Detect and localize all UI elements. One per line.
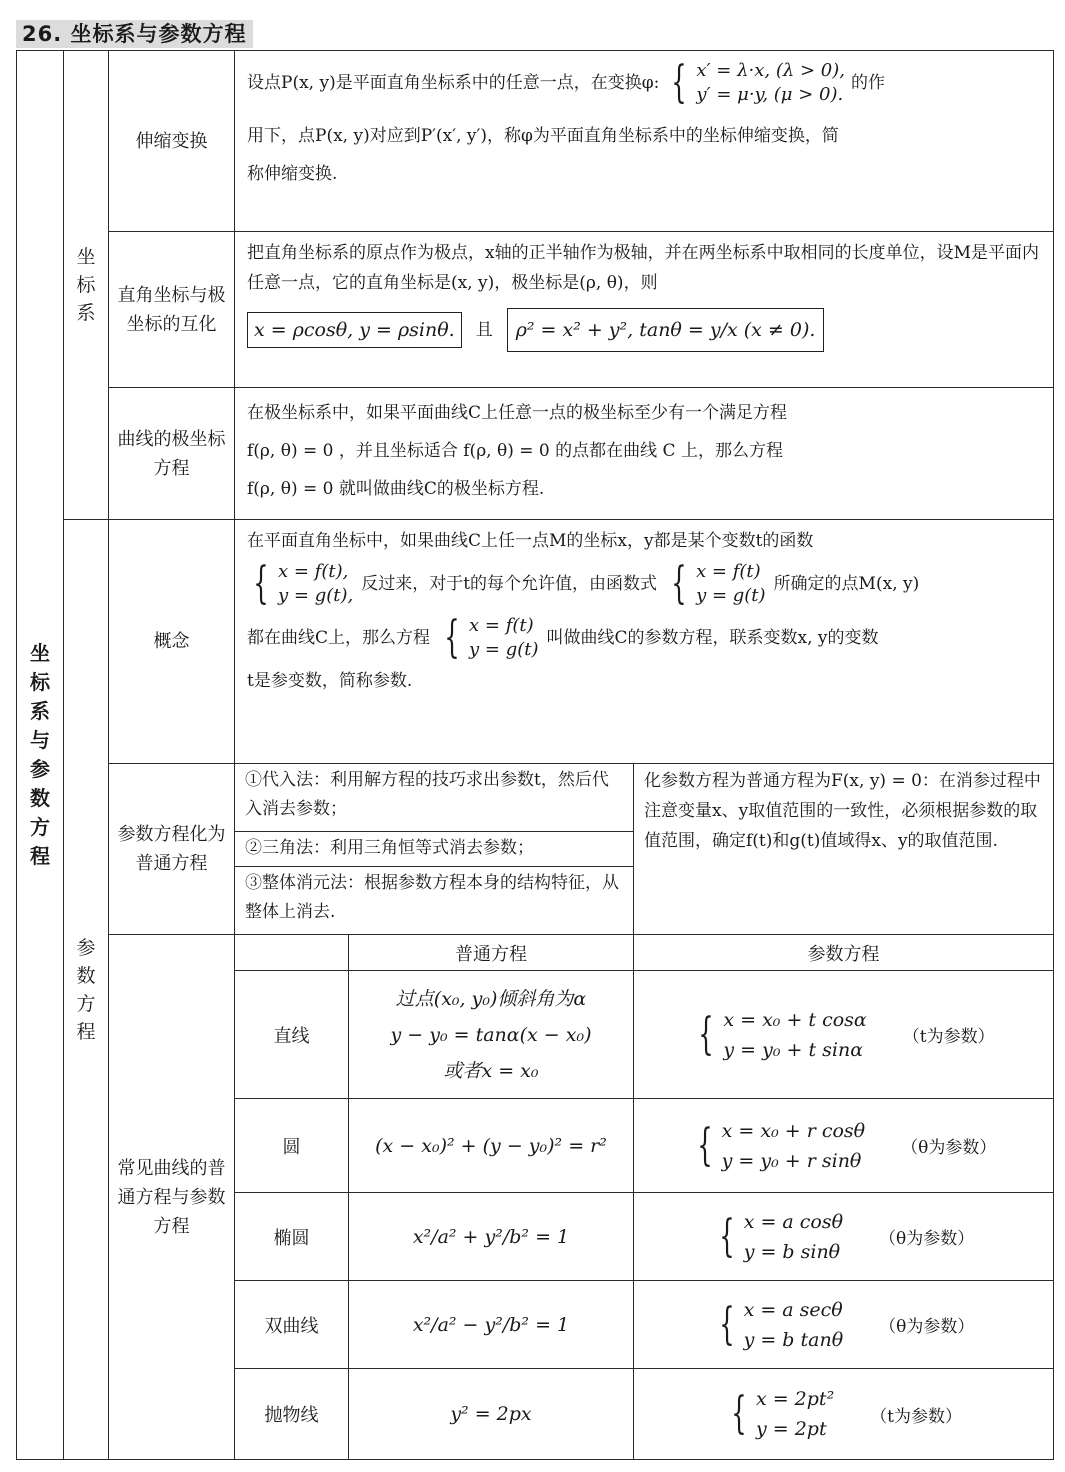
row-label-stretch: 伸缩变换 (108, 50, 235, 232)
param-system (692, 1005, 866, 1065)
main-label-char: 参 (30, 757, 50, 781)
group2-label-char: 数 (76, 964, 96, 987)
row-content-polar-equation (234, 387, 1054, 520)
concept-sys-b-2: y = g(t) (696, 585, 766, 606)
param-note: （θ为参数） (879, 1317, 975, 1337)
brace-icon: { (444, 612, 460, 663)
curve-normal-equation (348, 1368, 634, 1460)
stretch-sys-1: x′ = λ·x, (λ > 0), (696, 60, 845, 81)
curve-name: 直线 (234, 970, 349, 1099)
method-trig: ②三角法：利用三角恒等式消去参数； (234, 831, 634, 867)
row-content-polar-convert (234, 231, 1054, 388)
param-system (725, 1384, 834, 1444)
polar-eq-line-2: f(ρ, θ) = 0 ，并且坐标适合 f(ρ, θ) = 0 的点都在曲线 C 上，那么方程 (247, 441, 783, 461)
normal-equation-line: 或者x = x₀ (443, 1059, 539, 1082)
header-blank (234, 934, 349, 971)
main-label (16, 50, 64, 1460)
normal-equation-line: x²/a² − y²/b² = 1 (412, 1313, 570, 1336)
param-note: （t为参数） (870, 1406, 963, 1427)
polar-formula-box-1: x = ρcosθ, y = ρsinθ. (247, 312, 462, 348)
group2-label-char: 方 (76, 992, 96, 1015)
row-label-concept: 概念 (108, 519, 235, 764)
stretch-system (665, 59, 845, 107)
curve-name: 抛物线 (234, 1368, 349, 1460)
normal-equation-line: y − y₀ = tanα(x − x₀) (390, 1023, 592, 1046)
concept-line-4: t是参变数，简称参数. (247, 671, 413, 691)
brace-icon: { (698, 1008, 715, 1060)
concept-end: 所确定的点M(x, y) (773, 574, 920, 594)
param-system (713, 1207, 843, 1267)
polar-eq-line-1: 在极坐标系中，如果平面曲线C上任意一点的极坐标至少有一个满足方程 (247, 403, 788, 423)
curve-normal-equation (348, 1192, 634, 1281)
main-label-char: 与 (30, 728, 50, 752)
page-title: 26. 坐标系与参数方程 (16, 20, 253, 48)
curve-normal-equation (348, 1098, 634, 1193)
group1-label-char: 标 (76, 274, 96, 296)
brace-icon: { (718, 1210, 735, 1262)
group-label-coordinate (63, 50, 109, 520)
brace-icon: { (696, 1119, 713, 1171)
param-line-x: x = a secθ (743, 1298, 843, 1321)
stretch-text-3: 称伸缩变换. (247, 164, 338, 184)
normal-equation-line: (x − x₀)² + (y − y₀)² = r² (375, 1134, 607, 1157)
param-system (713, 1295, 844, 1355)
concept-sys-c-1: x = f(t) (469, 615, 534, 636)
polar-eq-line-3: f(ρ, θ) = 0 就叫做曲线C的极坐标方程. (247, 479, 545, 499)
brace-icon: { (671, 558, 687, 609)
method-holistic: ③整体消元法：根据参数方程本身的结构特征，从整体上消去. (234, 866, 634, 935)
curve-name: 圆 (234, 1098, 349, 1193)
curve-normal-equation (348, 970, 634, 1099)
curve-parametric-equation (633, 1280, 1054, 1369)
main-label-char: 数 (30, 786, 50, 810)
normal-equation-line: x²/a² + y²/b² = 1 (412, 1225, 570, 1248)
row-label-common-curves: 常见曲线的普通方程与参数方程 (108, 934, 235, 1460)
stretch-text-1-end: 的作 (850, 73, 885, 93)
stretch-text-1: 设点P(x, y)是平面直角坐标系中的任意一点，在变换φ: (247, 73, 660, 93)
concept-sys-a-2: y = g(t), (278, 585, 354, 606)
param-line-y: y = y₀ + t sinα (723, 1038, 864, 1061)
param-line-x: x = 2pt² (755, 1388, 835, 1410)
concept-mid: 反过来，对于t的每个允许值，由函数式 (361, 574, 658, 594)
brace-icon: { (671, 57, 688, 108)
param-note: （θ为参数） (901, 1138, 997, 1158)
concept-sys-a-1: x = f(t), (278, 561, 349, 582)
param-note: （t为参数） (902, 1027, 995, 1047)
header-normal-equation: 普通方程 (348, 934, 634, 971)
knowledge-table (16, 50, 1054, 1460)
curve-parametric-equation (633, 1192, 1054, 1281)
main-label-char: 标 (30, 670, 50, 694)
group1-label-char: 系 (76, 302, 96, 324)
main-label-char: 方 (30, 815, 50, 839)
curve-parametric-equation (633, 1098, 1054, 1193)
row-label-convert: 参数方程化为普通方程 (108, 763, 235, 935)
header-parametric-equation: 参数方程 (633, 934, 1054, 971)
normal-equation-line: y² = 2px (450, 1403, 532, 1425)
row-label-polar-equation: 曲线的极坐标方程 (108, 387, 235, 520)
concept-system-c (438, 614, 539, 662)
curve-parametric-equation (633, 970, 1054, 1099)
stretch-text-2: 用下，点P(x, y)对应到P′(x′, y′)，称φ为平面直角坐标系中的坐标伸缩变换，简 (247, 126, 839, 146)
brace-icon: { (718, 1298, 735, 1350)
row-content-stretch (234, 50, 1054, 232)
curve-normal-equation (348, 1280, 634, 1369)
param-system (691, 1116, 865, 1176)
group2-label-char: 程 (76, 1020, 96, 1043)
stretch-sys-2: y′ = μ·y, (μ > 0). (696, 84, 844, 105)
concept-line-3b: 叫做曲线C的参数方程，联系变数x, y的变数 (546, 628, 879, 648)
group-label-parametric (63, 519, 109, 1460)
param-line-x: x = x₀ + r cosθ (721, 1119, 866, 1142)
row-label-polar-convert: 直角坐标与极坐标的互化 (108, 231, 235, 388)
main-label-char: 系 (30, 699, 50, 723)
curve-name: 椭圆 (234, 1192, 349, 1281)
param-line-y: y = y₀ + r sinθ (721, 1149, 862, 1172)
param-note: （θ为参数） (879, 1229, 975, 1249)
curve-name: 双曲线 (234, 1280, 349, 1369)
polar-connector: 且 (475, 320, 493, 340)
concept-line-3a: 都在曲线C上，那么方程 (247, 628, 431, 648)
brace-icon: { (731, 1388, 747, 1439)
param-line-y: y = b tanθ (743, 1328, 844, 1351)
concept-system-a (247, 560, 353, 608)
normal-equation-line: 过点(x₀, y₀)倾斜角为α (395, 987, 587, 1010)
concept-sys-c-2: y = g(t) (469, 639, 539, 660)
polar-formula-box-2: ρ² = x² + y², tanθ = y/x (x ≠ 0). (507, 308, 825, 352)
convert-note: 化参数方程为普通方程为F(x, y) = 0：在消参过程中注意变量x、y取值范围的一致性，必须根据参数的取值范围，确定f(t)和g(t)值域得x、y的取值范围. (633, 763, 1054, 935)
polar-convert-text: 把直角坐标系的原点作为极点，x轴的正半轴作为极轴，并在两坐标系中取相同的长度单位，设M是平面内任意一点，它的直角坐标是(x, y)，极坐标是(ρ, θ)，则 (247, 243, 1039, 293)
row-content-concept (234, 519, 1054, 764)
main-label-char: 坐 (30, 641, 50, 665)
concept-system-b (665, 560, 766, 608)
param-line-x: x = a cosθ (743, 1210, 844, 1233)
brace-icon: { (253, 558, 269, 609)
param-line-y: y = 2pt (755, 1418, 827, 1440)
main-label-char: 程 (30, 844, 50, 868)
param-line-y: y = b sinθ (743, 1240, 841, 1263)
curve-parametric-equation (633, 1368, 1054, 1460)
concept-sys-b-1: x = f(t) (696, 561, 761, 582)
method-substitution: ①代入法：利用解方程的技巧求出参数t，然后代入消去参数； (234, 763, 634, 832)
concept-line-1: 在平面直角坐标中，如果曲线C上任一点M的坐标x，y都是某个变数t的函数 (247, 531, 814, 551)
group1-label-char: 坐 (76, 246, 96, 268)
group2-label-char: 参 (76, 936, 96, 959)
param-line-x: x = x₀ + t cosα (723, 1008, 867, 1031)
